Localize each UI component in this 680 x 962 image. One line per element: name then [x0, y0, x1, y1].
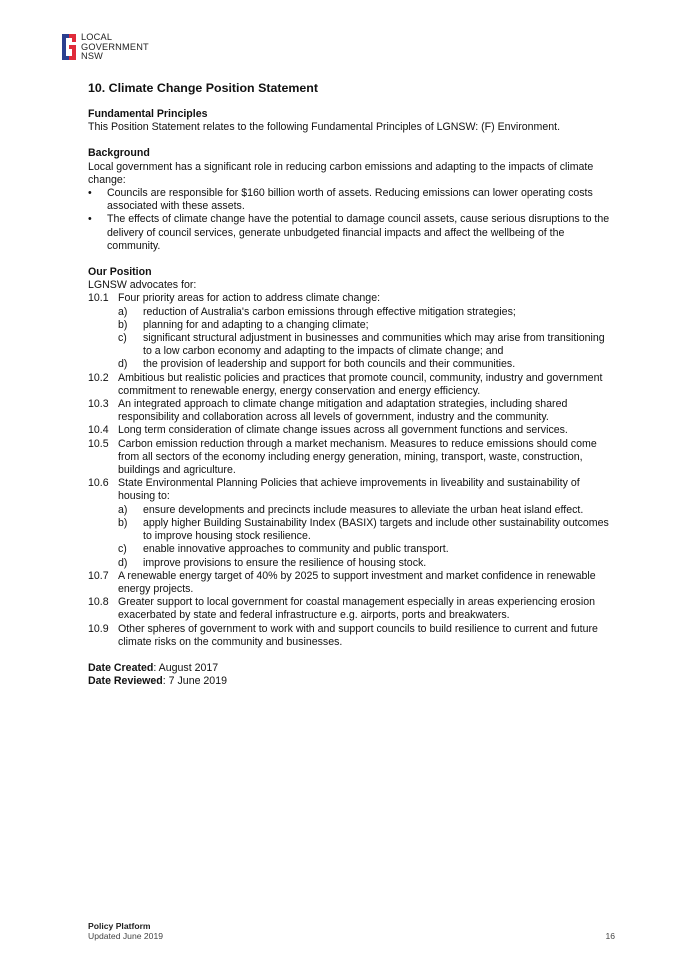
position-subitem: [118, 543, 613, 556]
date-created: [88, 662, 613, 675]
bullet-text: Councils are responsible for $160 billion worth of assets. Reducing emissions can lower operating costs associated with these assets.: [107, 187, 593, 213]
position-subitem: [118, 306, 613, 319]
position-item-text: Carbon emission reduction through a market mechanism. Measures to reduce emissions should come from all sectors of the economy including energy generation, mining, transport, waste, construction, buildings and agriculture.: [118, 437, 597, 477]
background-bullet-list: [88, 187, 613, 253]
position-item-text: Ambitious but realistic policies and practices that promote council, community, industry and government commitment to renewable energy, energy conservation and energy efficiency.: [118, 371, 603, 397]
date-created-value: : August 2017: [153, 661, 219, 674]
position-item: [88, 398, 613, 424]
page-number: 16: [605, 931, 615, 942]
position-subitem-text: ensure developments and precincts include measures to alleviate the urban heat island effect.: [143, 503, 584, 516]
background-intro: Local government has a significant role in reducing carbon emissions and adapting to the impacts of climate change:: [88, 160, 594, 186]
position-item: [88, 438, 613, 478]
position-item: [88, 424, 613, 437]
position-subitem: [118, 517, 613, 543]
position-item-text: Greater support to local government for coastal management especially in areas experiencing erosion exacerbated by state and federal infrastructure e.g. airports, ports and breakwaters.: [118, 596, 595, 622]
position-subitem: [118, 358, 613, 371]
background-heading: Background: [88, 147, 150, 160]
position-subitem-text: enable innovative approaches to community and public transport.: [143, 543, 449, 556]
bullet-text: The effects of climate change have the potential to damage council assets, cause serious disruptions to the delivery of council services, generate unbudgeted financial impacts and affect the wellbeing of the community.: [107, 213, 610, 252]
date-reviewed-label: Date Reviewed: [88, 675, 163, 688]
position-subitem-marker: b): [118, 516, 128, 529]
position-subitem-text: the provision of leadership and support for both councils and their communities.: [143, 358, 516, 371]
position-subitem: [118, 332, 613, 358]
bullet-icon: •: [88, 187, 92, 200]
position-item-text: Four priority areas for action to address climate change:: [118, 292, 381, 305]
position-subitem-marker: d): [118, 358, 128, 371]
position-item-number: 10.3: [88, 398, 109, 411]
footer-updated: Updated June 2019: [88, 931, 164, 942]
position-item-text: Other spheres of government to work with and support councils to build resilience to current and future climate risks on the community and businesses.: [118, 622, 598, 648]
logo-line: GOVERNMENT: [81, 41, 149, 52]
position-item-number: 10.8: [88, 596, 109, 609]
our-position-heading: Our Position: [88, 266, 152, 279]
position-item: [88, 477, 613, 503]
position-item-text: A renewable energy target of 40% by 2025 to support investment and market confidence in renewable energy projects.: [118, 569, 596, 595]
position-item-number: 10.6: [88, 477, 109, 490]
fundamental-principles-heading: Fundamental Principles: [88, 108, 208, 120]
page-title: 10. Climate Change Position Statement: [88, 81, 318, 95]
position-subitem-marker: b): [118, 318, 128, 331]
position-item-text: State Environmental Planning Policies that achieve improvements in liveability and sustainability of housing to:: [118, 477, 580, 503]
footer-platform: Policy Platform: [88, 921, 151, 931]
position-item: [88, 596, 613, 622]
position-subitem-marker: a): [118, 305, 128, 318]
date-reviewed-value: : 7 June 2019: [162, 675, 227, 688]
position-item: [88, 292, 613, 305]
date-reviewed: [88, 675, 613, 688]
position-item-text: An integrated approach to climate change mitigation and adaptation strategies, including shared responsibility and collaboration across all levels of government, industry and the community.: [118, 398, 568, 424]
logo-line: LOCAL: [81, 32, 113, 42]
position-subitem-marker: d): [118, 556, 128, 569]
bullet-icon: •: [88, 213, 92, 226]
position-item-number: 10.9: [88, 622, 109, 635]
position-subitem-marker: c): [118, 543, 127, 556]
position-subitem-marker: c): [118, 332, 127, 345]
position-subitem-text: planning for and adapting to a changing climate;: [143, 318, 369, 331]
position-subitem-text: apply higher Building Sustainability Index (BASIX) targets and include other sustainability outcomes to improve housing stock resilience.: [143, 516, 609, 543]
position-subitem: [118, 319, 613, 332]
position-item-text: Long term consideration of climate change issues across all government functions and services.: [118, 424, 568, 437]
position-item: [88, 372, 613, 398]
position-item: [88, 623, 613, 649]
position-subitem: [118, 504, 613, 517]
position-subitem-text: reduction of Australia's carbon emissions through effective mitigation strategies;: [143, 305, 516, 318]
bullet-item: [88, 187, 613, 213]
position-subitem-text: significant structural adjustment in businesses and communities which may arise from transitioning to a low carbon economy and adapting to the impacts of climate change; and: [143, 332, 605, 358]
fundamental-principles-text: This Position Statement relates to the following Fundamental Principles of LGNSW: (F) Environment.: [88, 121, 561, 134]
lgnsw-logo: [61, 33, 149, 62]
position-item-number: 10.1: [88, 292, 109, 305]
position-item-number: 10.2: [88, 371, 109, 384]
position-item-number: 10.7: [88, 569, 109, 582]
position-item: [88, 570, 613, 596]
logo-text: [81, 33, 149, 62]
page-footer: [88, 921, 615, 942]
position-list: [88, 292, 613, 648]
our-position-intro: LGNSW advocates for:: [88, 279, 197, 292]
bullet-item: [88, 213, 613, 253]
date-created-label: Date Created: [88, 661, 154, 674]
position-item-number: 10.5: [88, 437, 109, 450]
lgnsw-g-logo-icon: [61, 33, 77, 61]
position-subitem-text: improve provisions to ensure the resilience of housing stock.: [143, 556, 427, 569]
position-subitem-marker: a): [118, 503, 128, 516]
document-body: [88, 80, 613, 688]
logo-line: NSW: [81, 51, 104, 62]
position-item-number: 10.4: [88, 424, 109, 437]
position-subitem: [118, 557, 613, 570]
